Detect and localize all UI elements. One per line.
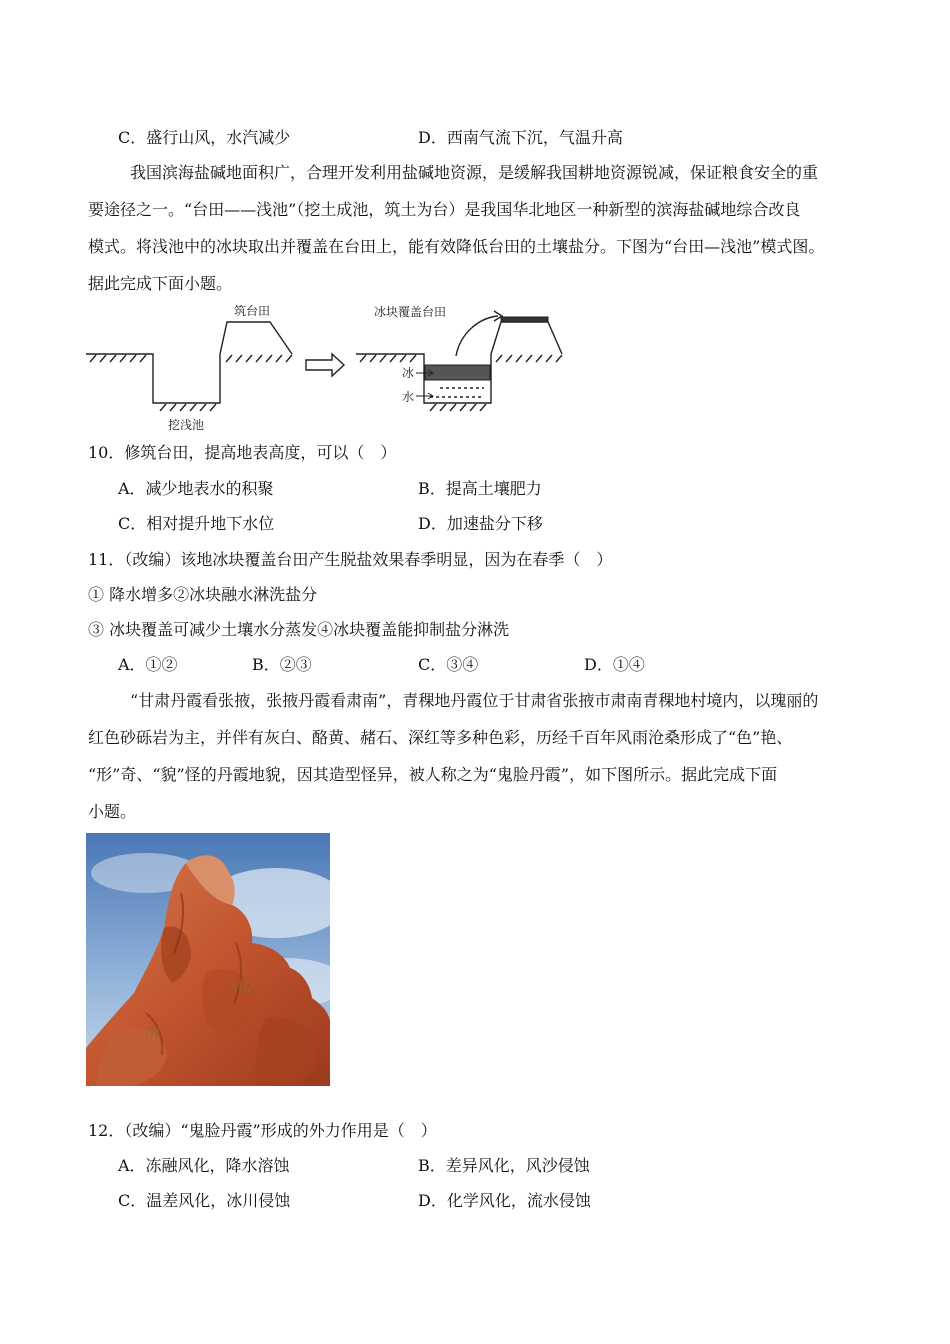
platform-field-shallow-pond-diagram (80, 298, 580, 438)
passage2-line1: “甘肃丹霞看张掖，张掖丹霞看肃南”，青稞地丹霞位于甘肃省张掖市肃南青稞地村境内，以瑰丽的 (130, 691, 819, 710)
passage2-line3: “形”奇、“貌”怪的丹霞地貌，因其造型怪异，被人称之为“鬼脸丹霞”，如下图所示。据此完成下面 (88, 765, 778, 784)
q10-option-c[interactable]: C．相对提升地下水位 (118, 514, 275, 533)
passage1-line3: 模式。将浅池中的冰块取出并覆盖在台田上，能有效降低台田的土壤盐分。下图为“台田—浅池”模式图。 (88, 237, 825, 256)
q11-option-d[interactable]: D．①④ (584, 655, 645, 674)
q12-stem: 12．（改编）“鬼脸丹霞”形成的外力作用是（ ） (88, 1121, 437, 1140)
q9-option-d: D．西南气流下沉，气温升高 (418, 128, 623, 147)
label-ice: 冰 (402, 366, 415, 380)
passage1-line4: 据此完成下面小题。 (88, 274, 233, 293)
q11-stem: 11．（改编）该地冰块覆盖台田产生脱盐效果春季明显，因为在春季（ ） (88, 550, 613, 569)
q12-option-c[interactable]: C．温差风化，冰川侵蚀 (118, 1191, 291, 1210)
q10-option-a[interactable]: A．减少地表水的积聚 (118, 479, 274, 498)
q10-stem: 10．修筑台田，提高地表高度，可以（ ） (88, 443, 397, 462)
q11-items-2: ③ 冰块覆盖可减少土壤水分蒸发④冰块覆盖能抑制盐分淋洗 (88, 620, 510, 639)
passage1-line2: 要途径之一。“台田——浅池”（挖土成池，筑土为台）是我国华北地区一种新型的滨海盐碱地综合改良 (88, 200, 801, 219)
ice-cover-on-platform (501, 317, 548, 322)
ice-layer (425, 365, 490, 380)
label-ice-cover: 冰块覆盖台田 (374, 305, 447, 319)
q11-option-b[interactable]: B．②③ (252, 655, 312, 674)
q12-option-a[interactable]: A．冻融风化，降水溶蚀 (118, 1156, 290, 1175)
q10-option-d[interactable]: D．加速盐分下移 (418, 514, 543, 533)
q11-option-c[interactable]: C．③④ (418, 655, 479, 674)
passage2-line4: 小题。 (88, 802, 137, 821)
danxia-photo (86, 833, 330, 1086)
q12-option-b[interactable]: B．差异风化，风沙侵蚀 (418, 1156, 590, 1175)
passage2-line2: 红色砂砾岩为主，并伴有灰白、酪黄、赭石、深红等多种色彩，历经千百年风雨沧桑形成了“色”艳、 (88, 728, 793, 747)
q12-option-d[interactable]: D．化学风化，流水侵蚀 (418, 1191, 591, 1210)
q11-option-a[interactable]: A．①② (118, 655, 178, 674)
passage1-line1: 我国滨海盐碱地面积广，合理开发利用盐碱地资源，是缓解我国耕地资源锐减，保证粮食安全的重 (130, 163, 819, 182)
q9-option-c: C．盛行山风，水汽减少 (118, 128, 291, 147)
label-dig-pond: 挖浅池 (168, 418, 205, 432)
label-build-platform: 筑台田 (234, 304, 271, 318)
transition-arrow-icon (306, 354, 344, 376)
q10-option-b[interactable]: B．提高土壤肥力 (418, 479, 542, 498)
q11-items-1: ① 降水增多②冰块融水淋洗盐分 (88, 585, 318, 604)
label-water: 水 (402, 390, 415, 404)
